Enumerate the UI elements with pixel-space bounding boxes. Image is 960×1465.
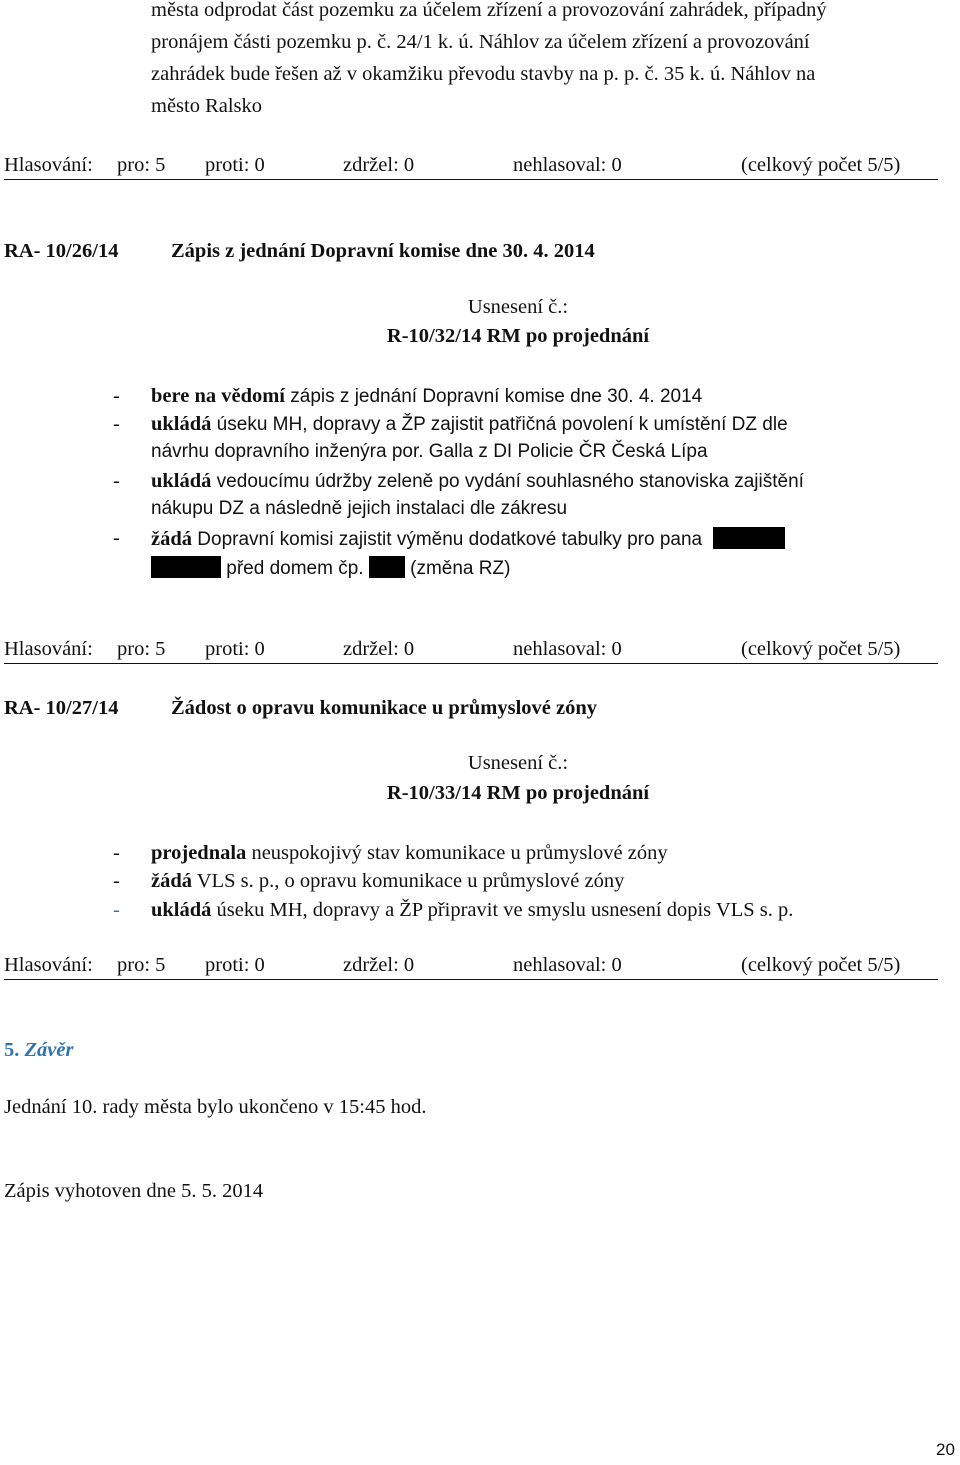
minutes-date-text: Zápis vyhotoven dne 5. 5. 2014 [4,1180,264,1202]
vote-nehlasoval: nehlasoval: 0 [513,638,622,660]
vote-underline [4,663,938,664]
redaction-block [713,527,785,549]
vote-proti: proti: 0 [205,154,265,176]
vote-total: (celkový počet 5/5) [741,154,901,176]
resolution-label: Usnesení č.: [467,752,569,774]
list-item-verb: bere na vědomí [151,385,286,407]
item-title: Žádost o opravu komunikace u průmyslové zóny [171,697,598,719]
vote-line [4,638,938,668]
list-item [151,527,785,551]
list-item-continuation: nákupu DZ a následně jejich instalaci dle zákresu [151,498,568,519]
vote-pro: pro: 5 [117,154,166,176]
vote-pro: pro: 5 [117,954,166,976]
item-code: RA- 10/27/14 [4,697,119,719]
redaction-block [369,556,405,578]
vote-label: Hlasování: [4,638,93,660]
list-item-text: Dopravní komisi zajistit výměnu dodatkové tabulky pro pana [192,529,703,550]
list-item-continuation [151,556,510,580]
list-item-verb: ukládá [151,413,212,435]
intro-line: města odprodat část pozemku za účelem zřízení a provozování zahrádek, případný [151,0,827,21]
list-dash: - [113,385,120,407]
vote-nehlasoval: nehlasoval: 0 [513,154,622,176]
section-number: 5. [4,1039,20,1061]
item-code: RA- 10/26/14 [4,240,119,262]
vote-zdrzel: zdržel: 0 [343,154,415,176]
list-dash: - [113,899,120,921]
redaction-block [151,556,221,578]
list-dash: - [113,527,120,549]
section-title: Závěr [24,1039,74,1061]
vote-total: (celkový počet 5/5) [741,638,901,660]
vote-label: Hlasování: [4,954,93,976]
vote-zdrzel: zdržel: 0 [343,638,415,660]
list-item [151,899,793,922]
page-number: 20 [936,1440,955,1459]
intro-line: zahrádek bude řešen až v okamžiku převodu stavby na p. p. č. 35 k. ú. Náhlov na [151,63,816,85]
list-dash: - [113,842,120,864]
vote-underline [4,179,938,180]
resolution-code: R-10/33/14 RM po projednání [386,782,650,804]
vote-nehlasoval: nehlasoval: 0 [513,954,622,976]
intro-line: pronájem části pozemku p. č. 24/1 k. ú. Náhlov za účelem zřízení a provozování [151,31,810,53]
list-item-text: vedoucímu údržby zeleně po vydání souhlasného stanoviska zajištění [211,471,804,492]
vote-label: Hlasování: [4,154,93,176]
list-item [151,870,624,893]
intro-line: město Ralsko [151,95,263,117]
list-item-verb: žádá [151,870,192,892]
list-item-verb: ukládá [151,470,212,492]
list-item [151,385,702,408]
item-title: Zápis z jednání Dopravní komise dne 30. 4. 2014 [171,240,595,262]
list-dash: - [113,870,120,892]
vote-proti: proti: 0 [205,638,265,660]
list-item-text: zápis z jednání Dopravní komise dne 30. 4. 2014 [285,386,703,407]
vote-zdrzel: zdržel: 0 [343,954,415,976]
vote-proti: proti: 0 [205,954,265,976]
section-heading [4,1039,73,1062]
list-dash: - [113,470,120,492]
list-item [151,470,804,493]
list-item [151,413,788,436]
list-item-text: úseku MH, dopravy a ŽP připravit ve smyslu usnesení dopis VLS s. p. [211,899,794,921]
resolution-label: Usnesení č.: [467,296,569,318]
meeting-end-text: Jednání 10. rady města bylo ukončeno v 15:45 hod. [4,1096,427,1118]
list-item-text: úseku MH, dopravy a ŽP zajistit patřičná povolení k umístění DZ dle [211,414,788,435]
list-item-text: před domem čp. [221,558,369,579]
vote-total: (celkový počet 5/5) [741,954,901,976]
list-item [151,842,668,865]
vote-underline [4,979,938,980]
list-item-text: (změna RZ) [404,558,511,579]
list-item-verb: žádá [151,528,192,550]
list-item-verb: ukládá [151,899,212,921]
vote-pro: pro: 5 [117,638,166,660]
vote-line [4,154,938,184]
list-dash: - [113,413,120,435]
vote-line [4,954,938,984]
list-item-continuation: návrhu dopravního inženýra por. Galla z DI Policie ČR Česká Lípa [151,441,708,462]
list-item-text: neuspokojivý stav komunikace u průmyslové zóny [246,842,668,864]
list-item-text: VLS s. p., o opravu komunikace u průmyslové zóny [192,870,625,892]
resolution-code: R-10/32/14 RM po projednání [386,325,650,347]
list-item-verb: projednala [151,842,247,864]
